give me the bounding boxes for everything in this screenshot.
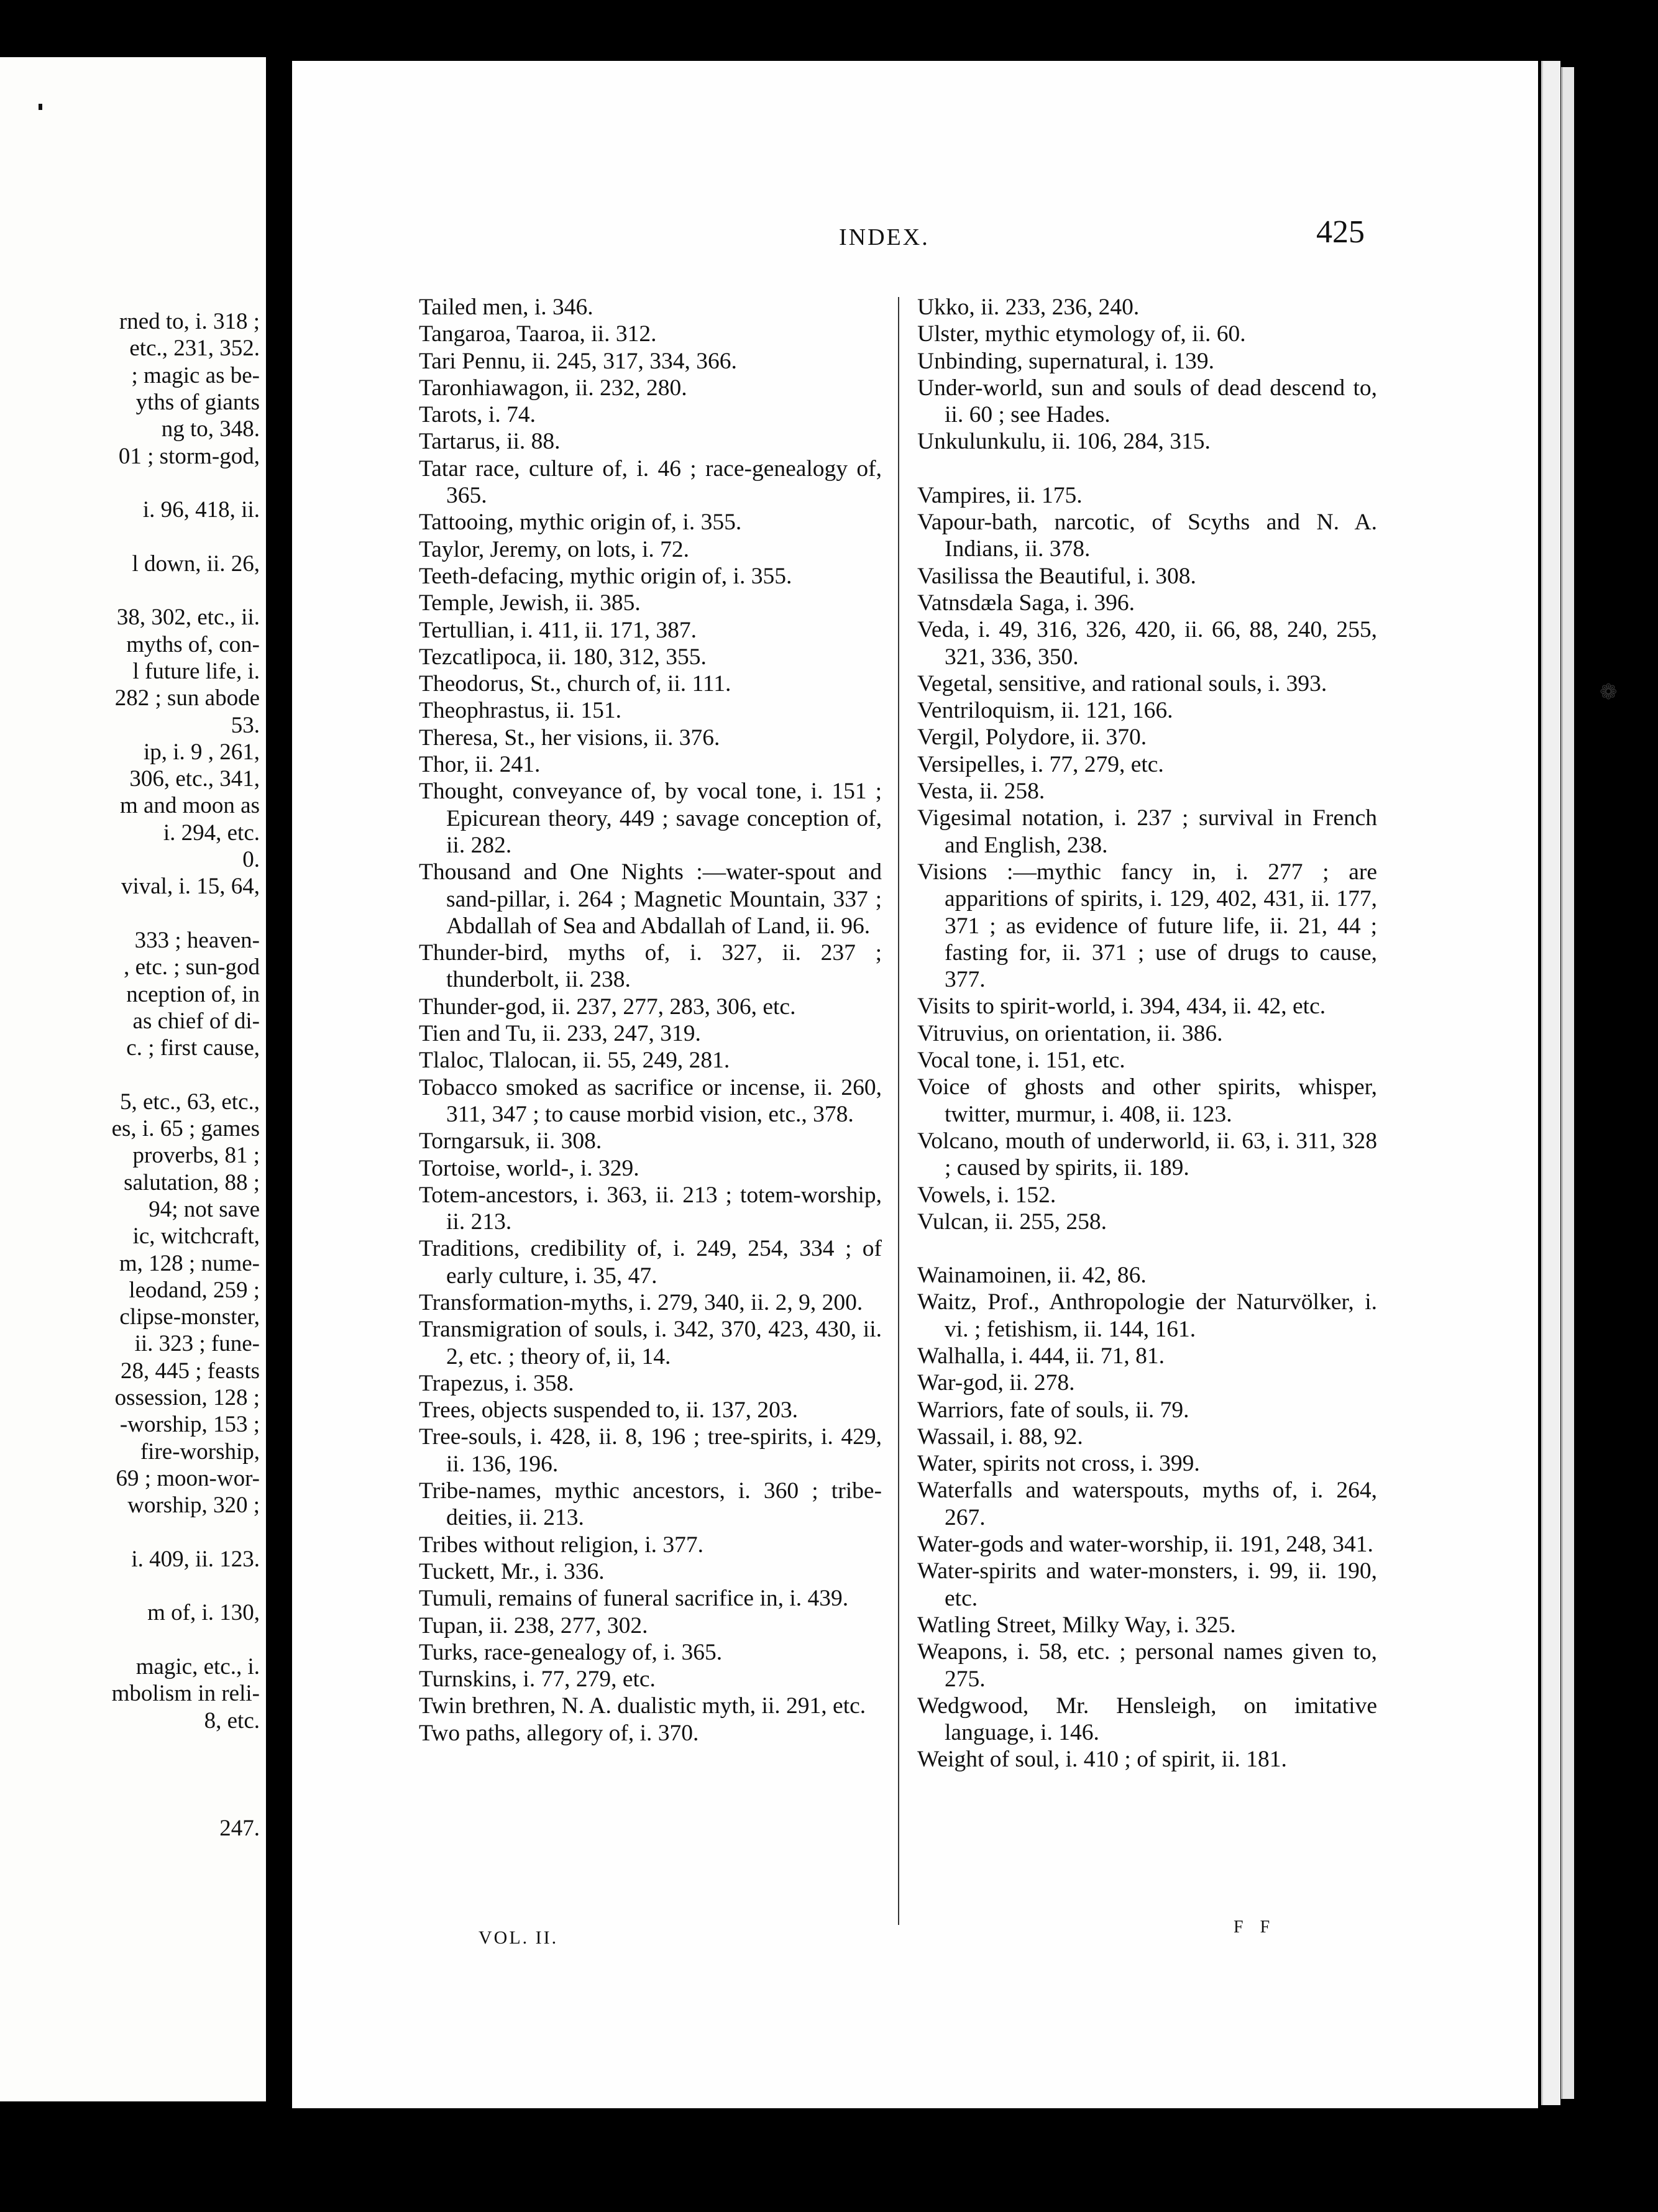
index-entry: Tien and Tu, ii. 233, 247, 319. [419,1021,701,1047]
previous-page-line: 282 ; sun abode [114,685,260,711]
volume-label: VOL. II. [479,1927,559,1948]
previous-page-line: l down, ii. 26, [132,551,260,577]
page-number: 425 [1316,214,1365,250]
index-entry: Traditions, credibility of, i. 249, 254, 334 ; of early culture, i. 35, 47. [419,1236,882,1289]
previous-page-line: -worship, 153 ; [119,1412,260,1438]
previous-page-line: m, 128 ; nume- [119,1250,260,1276]
index-entry: Vergil, Polydore, ii. 370. [917,724,1147,751]
previous-page-line: 333 ; heaven- [134,927,260,953]
previous-page-line: 53. [231,712,260,738]
index-entry: Unbinding, supernatural, i. 139. [917,348,1215,374]
previous-page-line: m and moon as [119,793,260,819]
index-entry: Unkulunkulu, ii. 106, 284, 315. [917,429,1211,455]
index-entry: Versipelles, i. 77, 279, etc. [917,751,1164,777]
previous-page-line: i. 96, 418, ii. [142,497,260,523]
index-entry: Turnskins, i. 77, 279, etc. [419,1666,656,1693]
index-entry: Twin brethren, N. A. dualistic myth, ii. 291, etc. [419,1693,866,1719]
index-column-left [419,294,882,1747]
index-entry: War-god, ii. 278. [917,1370,1075,1396]
index-entry: Tarots, i. 74. [419,402,536,428]
index-entry: Tupan, ii. 238, 277, 302. [419,1612,648,1638]
previous-page-line: leodand, 259 ; [129,1277,260,1303]
index-entry: Veda, i. 49, 316, 326, 420, ii. 66, 88, 240, 255, 321, 336, 350. [917,617,1377,670]
index-entry: Tumuli, remains of funeral sacrifice in, i. 439. [419,1586,849,1612]
index-entry: Tertullian, i. 411, ii. 171, 387. [419,617,697,643]
index-entry: Weapons, i. 58, etc. ; personal names given to, 275. [917,1639,1377,1692]
previous-page-line: l future life, i. [132,658,260,684]
binding-mark: ❁ [1600,681,1618,704]
index-entry: Trapezus, i. 358. [419,1370,574,1396]
previous-page-line: myths of, con- [126,631,260,657]
previous-page-line: 94; not save [149,1196,260,1222]
previous-page-line: magic, etc., i. [135,1654,260,1680]
previous-page-line: ossession, 128 ; [114,1385,260,1410]
index-entry: Tatar race, culture of, i. 46 ; race-genealogy of, 365. [419,455,882,509]
page-edge [1561,67,1574,2099]
previous-page-fragment [0,57,266,2101]
index-entry: Two paths, allegory of, i. 370. [419,1720,699,1746]
index-entry: Theresa, St., her visions, ii. 376. [419,724,720,751]
index-entry: Visions :—mythic fancy in, i. 277 ; are apparitions of spirits, i. 129, 402, 431, ii. 177, 371 ; as evidence of future life, ii. 21, 44 ; fasting for, ii. 371 ; use of drugs to cause, 377. [917,859,1377,993]
index-entry: Thousand and One Nights :—water-spout and sand-pillar, i. 264 ; Magnetic Mountain, 337 ; Abdallah of Sea and Abdallah of Land, ii. 96. [419,859,882,939]
previous-page-line: fire-worship, [140,1438,260,1465]
index-entry: Thunder-god, ii. 237, 277, 283, 306, etc. [419,994,796,1020]
index-entry: Vatnsdæla Saga, i. 396. [917,590,1135,616]
previous-page-line: yths of giants [135,389,260,415]
index-entry: Tailed men, i. 346. [419,295,593,320]
previous-page-line: 01 ; storm-god, [118,443,260,469]
index-entry: Volcano, mouth of underworld, ii. 63, i. 311, 328 ; caused by spirits, ii. 189. [917,1128,1377,1181]
previous-page-line: i. 294, etc. [163,820,260,846]
index-entry: Watling Street, Milky Way, i. 325. [917,1612,1236,1638]
index-entry: Thunder-bird, myths of, i. 327, ii. 237 ; thunderbolt, ii. 238. [419,940,882,993]
index-entry: Vocal tone, i. 151, etc. [917,1048,1125,1074]
index-entry: Theodorus, St., church of, ii. 111. [419,671,731,697]
index-entry: Vowels, i. 152. [917,1182,1056,1208]
previous-page-line: 247. [219,1815,260,1841]
index-entry: Under-world, sun and souls of dead descend to, ii. 60 ; see Hades. [917,375,1377,428]
index-entry: Turks, race-genealogy of, i. 365. [419,1639,723,1665]
column-divider [898,297,899,1925]
index-entry: Thor, ii. 241. [419,752,541,778]
previous-page-line: as chief of di- [132,1008,260,1034]
previous-page-line: 306, etc., 341, [129,766,260,792]
index-entry: Water-spirits and water-monsters, i. 99, ii. 190, etc. [917,1558,1377,1611]
previous-page-line: proverbs, 81 ; [132,1143,260,1169]
index-entry: Vitruvius, on orientation, ii. 386. [917,1020,1223,1046]
index-entry: Tartarus, ii. 88. [419,429,561,455]
index-entry: Tattooing, mythic origin of, i. 355. [419,510,742,536]
index-entry: Water, spirits not cross, i. 399. [917,1451,1200,1477]
index-entry: Walhalla, i. 444, ii. 71, 81. [917,1343,1165,1369]
index-entry: Teeth-defacing, mythic origin of, i. 355. [419,563,792,589]
index-entry: Ventriloquism, ii. 121, 166. [917,698,1173,724]
page-edge [1541,61,1560,2105]
index-entry: Tuckett, Mr., i. 336. [419,1558,605,1584]
index-entry: Theophrastus, ii. 151. [419,698,622,724]
index-entry: Waitz, Prof., Anthropologie der Naturvölker, i. vi. ; fetishism, ii. 144, 161. [917,1289,1377,1342]
index-entry: Temple, Jewish, ii. 385. [419,590,641,616]
previous-page-line: rned to, i. 318 ; [119,309,260,334]
index-entry: Ulster, mythic etymology of, ii. 60. [917,321,1246,347]
index-entry: Voice of ghosts and other spirits, whisper, twitter, murmur, i. 408, ii. 123. [917,1074,1377,1127]
previous-page-line: es, i. 65 ; games [111,1116,260,1141]
previous-page-line: ip, i. 9 , 261, [143,739,260,765]
index-entry: Tribes without religion, i. 377. [419,1532,704,1558]
previous-page-line: 69 ; moon-wor- [116,1465,260,1491]
index-entry: Torngarsuk, ii. 308. [419,1128,602,1154]
index-entry: Wassail, i. 88, 92. [917,1424,1083,1450]
index-entry: Transformation-myths, i. 279, 340, ii. 2, 9, 200. [419,1289,863,1315]
previous-page-line: ii. 323 ; fune- [134,1331,260,1357]
previous-page-line: 28, 445 ; feasts [120,1358,260,1384]
previous-page-line: i. 409, ii. 123. [131,1546,260,1572]
index-entry: Wedgwood, Mr. Hensleigh, on imitative language, i. 146. [917,1693,1377,1746]
index-entry: Tari Pennu, ii. 245, 317, 334, 366. [419,348,737,374]
previous-page-line: , etc. ; sun-god [124,954,260,980]
index-entry: Vampires, ii. 175. [917,482,1083,508]
previous-page-line: vival, i. 15, 64, [121,874,260,900]
previous-page-line: ; magic as be- [131,362,260,388]
index-entry: Tortoise, world-, i. 329. [419,1155,639,1181]
previous-page-line: m of, i. 130, [147,1600,260,1626]
index-entry: Visits to spirit-world, i. 394, 434, ii. 42, etc. [917,994,1326,1020]
previous-page-line: 8, etc. [204,1707,260,1734]
index-entry: Vegetal, sensitive, and rational souls, i. 393. [917,670,1327,697]
running-head: INDEX. [839,224,930,250]
index-entry: Totem-ancestors, i. 363, ii. 213 ; totem-worship, ii. 213. [419,1182,882,1235]
index-entry: Trees, objects suspended to, ii. 137, 203. [419,1397,799,1424]
index-entry: Thought, conveyance of, by vocal tone, i. 151 ; Epicurean theory, 449 ; savage conception of, ii. 282. [419,779,882,858]
previous-page-line: 38, 302, etc., ii. [116,605,260,631]
index-entry: Tlaloc, Tlalocan, ii. 55, 249, 281. [419,1048,730,1074]
index-entry: Tribe-names, mythic ancestors, i. 360 ; tribe-deities, ii. 213. [419,1478,882,1531]
previous-page-line: salutation, 88 ; [124,1169,260,1195]
previous-page-line: worship, 320 ; [127,1492,260,1519]
index-entry: Vesta, ii. 258. [917,779,1045,805]
previous-page-line: mbolism in reli- [111,1681,260,1707]
index-entry: Tree-souls, i. 428, ii. 8, 196 ; tree-spirits, i. 429, ii. 136, 196. [419,1424,882,1477]
previous-page-line: ng to, 348. [161,416,260,442]
index-entry: Vulcan, ii. 255, 258. [917,1209,1107,1235]
index-entry: Tobacco smoked as sacrifice or incense, ii. 260, 311, 347 ; to cause morbid vision, etc., 378. [419,1074,882,1127]
index-entry: Tangaroa, Taaroa, ii. 312. [419,321,657,347]
index-entry: Ukko, ii. 233, 236, 240. [917,295,1140,320]
index-entry: Vasilissa the Beautiful, i. 308. [917,563,1196,589]
index-entry: Vigesimal notation, i. 237 ; survival in French and English, 238. [917,805,1377,858]
index-entry: Taylor, Jeremy, on lots, i. 72. [419,536,690,562]
ink-speck [39,104,42,110]
index-entry: Tezcatlipoca, ii. 180, 312, 355. [419,644,707,670]
previous-page-line: nception of, in [126,981,260,1007]
index-column-right [917,294,1377,1773]
previous-page-line: 0. [242,847,260,872]
index-entry: Waterfalls and waterspouts, myths of, i. 264, 267. [917,1478,1377,1530]
previous-page-line: c. ; first cause, [126,1035,260,1061]
index-entry: Taronhiawagon, ii. 232, 280. [419,375,687,401]
previous-page-line: clipse-monster, [119,1304,260,1330]
signature-mark: F F [1234,1917,1276,1937]
index-entry: Weight of soul, i. 410 ; of spirit, ii. 181. [917,1747,1287,1773]
index-entry: Warriors, fate of souls, ii. 79. [917,1397,1189,1423]
previous-page-line: 5, etc., 63, etc., [120,1089,260,1115]
previous-page-line: ic, witchcraft, [132,1223,260,1250]
index-entry: Vapour-bath, narcotic, of Scyths and N. A. Indians, ii. 378. [917,510,1377,562]
index-entry: Transmigration of souls, i. 342, 370, 423, 430, ii. 2, etc. ; theory of, ii, 14. [419,1317,882,1369]
index-entry: Wainamoinen, ii. 42, 86. [917,1263,1147,1289]
previous-page-line: etc., 231, 352. [129,336,260,362]
index-entry: Water-gods and water-worship, ii. 191, 248, 341. [917,1532,1373,1558]
